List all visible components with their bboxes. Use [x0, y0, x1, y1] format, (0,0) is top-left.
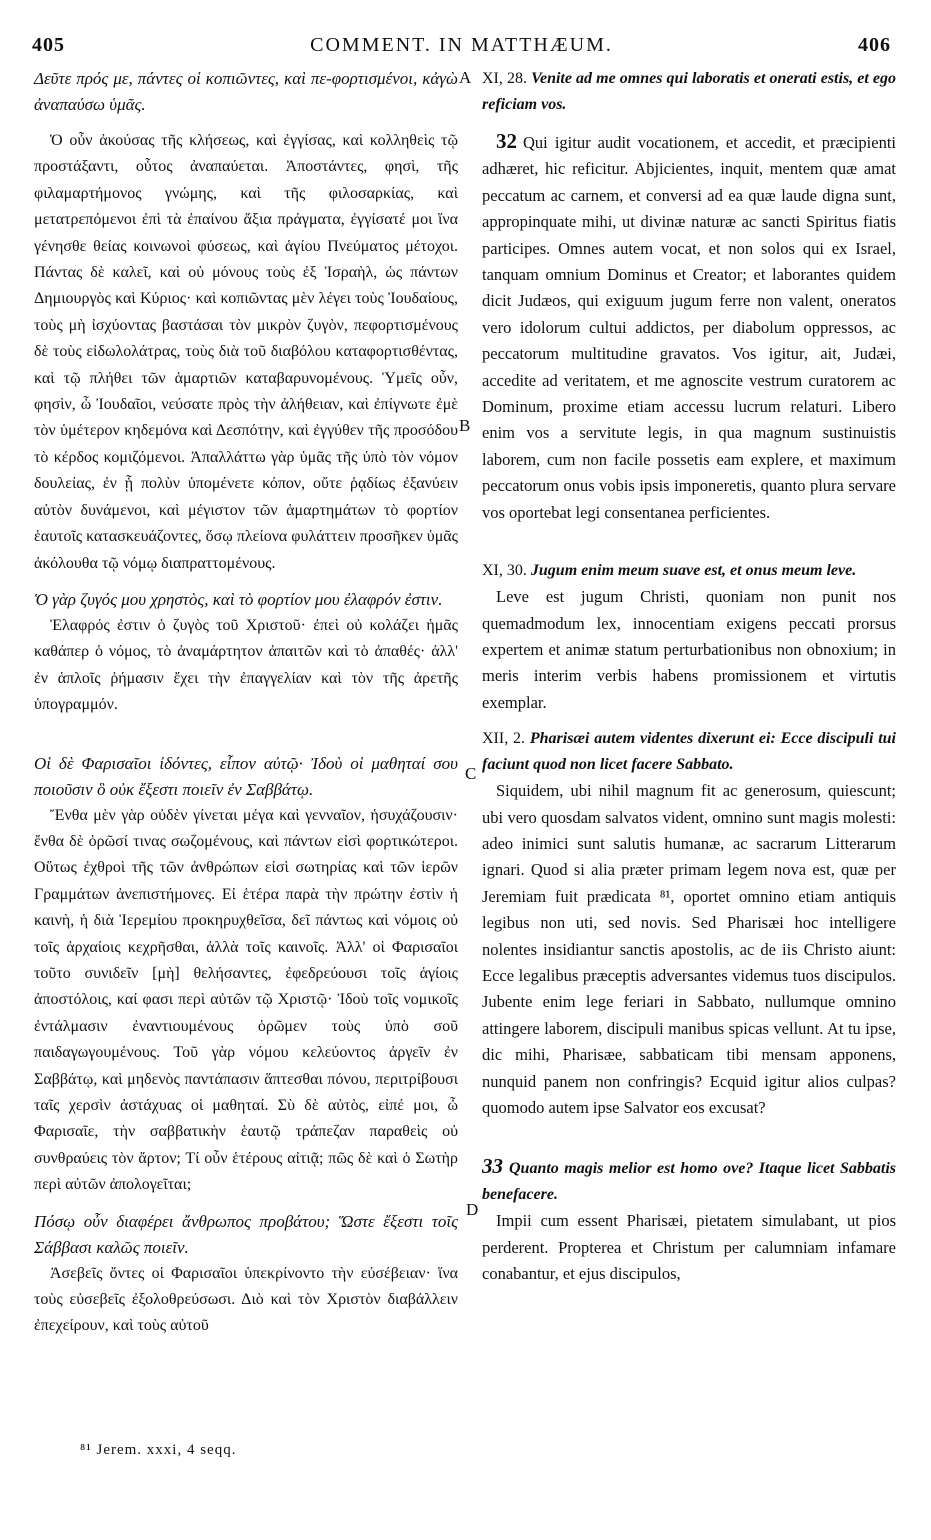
latin-lemma-text: Venite ad me omnes qui laboratis et onerati estis, et ego reficiam vos. [482, 70, 897, 113]
running-head: COMMENT. IN MATTHÆUM. [310, 34, 613, 56]
greek-lemma: Ὁ γὰρ ζυγός μου χρηστὸς, καὶ τὸ φορτίον μου ἐλαφρόν ἐστιν. [34, 589, 443, 609]
latin-paragraph-text: Qui igitur audit vocationem, et accedit, et præcipienti adhæret, hic reficitur. Abjicientes, inquit, mentem quæ amat peccatum ac carnem, et conversi ad ea quæ laude digna sunt, appropinquate mihi, ut divinæ naturæ ac sancti Spiritus fiatis participes. Omnes autem vocat, et non solos qui ex Israel, tanquam omnium Dominus et Creator; et laborantes quidem dicit Judæos, qui exiguum jugum ferre non valent, oneratos vero idolorum cultui addictos, per diabolum oppressos, ac peccatorum multitudine gravatos. Vos igitur, ait, Judæi, accedite ad veritatem, et me agnoscite vestrum curatorem ac Dominum, proxime etiam accessu lucrum relaturi. Libero enim vos a servitute legis, in qua magnum sustinuistis laborem, cum non facile possetis eam explere, et maximum peccatorum onus vobis ipsis imponeretis, quanto plura servare vos oportebat legi consentanea perficientes. [482, 133, 896, 522]
latin-paragraph: Siquidem, ubi nihil magnum fit ac generosum, quiescunt; ubi vero quosdam salvatos vident, omnino sunt magis molesti: adeo inimici sunt salutis humanæ, ac sacrarum Litterarum ignari. Quod si alia præter primam legem nova est, quæ per Jeremiam fuit prædicata ⁸¹, oportet omnino etiam antiquis legibus non uti, sed novis. Sed Pharisæi hoc intelligere nolentes insidiantur sanctis apostolis, ac de iis Christo aiunt: Ecce legalibus præceptis adversantes videmus tuos discipulos. Jubente enim lege feriari in Sabbato, nullumque omnino attingere laborem, discipuli manibus spicas vellunt. At tu ipse, dic mihi, Pharisæe, sabbaticam tibi mensam apponens, nunquid panem non confringis? Ecquid igitur alios culpas? quomodo autem ipse Salvator eos excusat? [482, 781, 896, 1117]
latin-lemma [482, 66, 896, 118]
latin-lemma-text: Pharisæi autem videntes dixerunt ei: Ecce discipuli tui faciunt quod non licet facere Sabbato. [482, 730, 897, 774]
greek-paragraph: Ὁ οὖν ἀκούσας τῆς κλήσεως, καὶ ἐγγίσας, καὶ κολληθεὶς τῷ προστάξαντι, οὗτος ἀναπαύεται. Ἀποστάντες, φησὶ, τῆς φιλαμαρτήμονος γνώμης, καὶ τῆς φιλοσαρκίας, καὶ μετατρεπόμενοι ἐπὶ τὰ ἐπαίνου ἄξια πράγματα, ἐγγίσατέ μοι ἵνα γένησθε θείας κοινωνοὶ φύσεως, καὶ ἁγίου Πνεύματος μέτοχοι. Πάντας δὲ καλεῖ, καὶ οὐ μόνους τοὺς ἐξ Ἰσραὴλ, ὡς πάντων Δημιουργὸς καὶ Κύριος· καὶ κοπιῶντας μὲν λέγει τοὺς Ἰουδαίους, τοὺς μὴ ἰσχύοντας βαστάσαι τὸν μικρὸν ζυγὸν, πεφορτισμένους δὲ τοὺς εἰδωλολάτρας, τοὺς διὰ τοῦ διαβόλου καταφορτισθέντας, καὶ τῷ πλήθει τῶν ἁμαρτιῶν καταβαρυνομένους. Ὑμεῖς οὖν, φησὶν, ὦ Ἰουδαῖοι, νεύσατε πρὸς τὴν ἀλήθειαν, καὶ ἐπίγνωτε ἐμὲ τὸν ὑμέτερον κηδεμόνα καὶ Δεσπότην, καὶ ἐγγύθεν τῆς προσόδου τὸ κέρδος κομιζόμενοι. Ἀπαλλάττω γὰρ ὑμᾶς τῆς ὑπὸ τὸν νόμον δουλείας, ἐν ᾗ πολὺν ὑπομένετε κόπον, οὔτε ῥᾳδίως ἐξανύειν αὐτὸν δυνάμενοι, καὶ μέγιστον τῶν ἁμαρτημάτων τὸ φορτίον ἑαυτοῖς κατασκευάζοντες, ὅσῳ πλείονα φυλάττειν προσῆκεν ὑμᾶς ἀκόλουθα τῷ νόμῳ διαπραττομένους. [34, 132, 459, 572]
latin-lemma [482, 558, 896, 584]
greek-lemma: Οἱ δὲ Φαρισαῖοι ἰδόντες, εἶπον αὐτῷ· Ἰδοὺ οἱ μαθηταί σου ποιοῦσιν ὃ οὐκ ἔξεστι ποιεῖν ἐν Σαββάτῳ. [34, 753, 458, 799]
latin-lemma [482, 1153, 896, 1208]
greek-column [34, 66, 458, 1340]
greek-lemma: Πόσῳ οὖν διαφέρει ἄνθρωπος προβάτου; Ὥστε ἔξεστι τοῖς Σάββασι καλῶς ποιεῖν. [34, 1211, 458, 1257]
page-number-left: 405 [32, 34, 65, 56]
latin-lemma-text: Quanto magis melior est homo ove? Itaque licet Sabbatis benefacere. [482, 1160, 896, 1204]
greek-paragraph: Ἔνθα μὲν γὰρ οὐδὲν γίνεται μέγα καὶ γενναῖον, ἡσυχάζουσιν· ἔνθα δὲ ὁρῶσί τινας σωζομένους, καὶ πάντων εἰσὶ φορτικώτεροι. Οὕτως ἐχθροὶ τῆς τῶν ἀνθρώπων εἰσὶ σωτηρίας καὶ τῶν ἱερῶν Γραμμάτων ἀνεπιστήμονες. Εἰ ἑτέρα παρὰ τὴν πρώτην ἐστὶν ἡ καινὴ, ἡ διὰ Ἱερεμίου προκηρυχθεῖσα, δεῖ πάντως καὶ νόμοις οὐ τοῖς ἀρχαίοις κεχρῆσθαι, ἀλλὰ τοῖς καινοῖς. Ἀλλ' οἱ Φαρισαῖοι τοῦτο συνιδεῖν [μὴ] θελήσαντες, ἐφεδρεύουσι τοῖς ἁγίοις ἀποστόλοις, καί φασι περὶ αὐτῶν τῷ Χριστῷ· Ἰδοὺ τοῖς νομικοῖς ἐντάλμασιν ἐναντιουμένους ὁρῶμεν τοὺς ὑπὸ σοῦ παιδαγωγουμένους. Τοῦ γὰρ νόμου κελεύοντος ἀργεῖν ἐν Σαββάτῳ, καὶ μηδενὸς παντάπασιν ἅπτεσθαι πόνου, περιτρίβουσι ταῖς χερσὶν ἀστάχυας οἱ μαθηταί. Σὺ δὲ αὐτὸς, εἰπέ μοι, ὦ Φαρισαῖε, τὴν σαββατικὴν ἑαυτῷ τράπεζαν παραθεὶς οὐ συνθραύεις τὸν ἄρτον; Τί οὖν ἑτέρους αἰτιᾷ; πῶς δὲ καὶ ὁ Σωτὴρ περὶ αὐτῶν ἀπολογεῖται; [34, 806, 458, 1194]
verse-reference: XII, 2. [482, 730, 526, 748]
page-number-right: 406 [858, 34, 891, 56]
section-number: 33 [482, 1154, 503, 1179]
greek-paragraph: Ἐλαφρός ἐστιν ὁ ζυγὸς τοῦ Χριστοῦ· ἐπεὶ οὐ κολάζει ἡμᾶς καθάπερ ὁ νόμος, τὸ ἀναμάρτητον ἀπαιτῶν καὶ τὸ ἀπαθές· ἀλλ' ἐν ἁπλοῖς ῥήμασιν ἔχει τὴν ἐπαγγελίαν καὶ τὸν τῆς ἀρετῆς ὑπογραμμόν. [34, 616, 458, 714]
section-number: 32 [496, 129, 517, 153]
margin-letter-c: C [465, 764, 477, 783]
margin-letter-d: D [466, 1200, 479, 1219]
margin-letter-b: B [459, 416, 471, 435]
latin-paragraph [482, 128, 896, 526]
margin-letter-a: A [459, 68, 472, 87]
verse-reference: XI, 30. [482, 562, 527, 580]
page-header [32, 34, 891, 62]
greek-paragraph: Ἀσεβεῖς ὄντες οἱ Φαρισαῖοι ὑπεκρίνοντο τὴν εὐσέβειαν· ἵνα τοὺς εὐσεβεῖς ἐξολοθρεύσωσι. Διὸ καὶ τὸν Χριστὸν διαβάλλειν ἐπεχείρουν, καὶ τοὺς αὐτοῦ [34, 1264, 458, 1335]
footnote: ⁸¹ Jerem. xxxi, 4 seqq. [80, 1442, 237, 1458]
latin-paragraph: Leve est jugum Christi, quoniam non punit nos quemadmodum lex, innocentiam exigens peccati prorsus expertem et animæ statum perturbationibus non obnoxium; in meris interim verbis habens promissionem et virtutis exemplar. [482, 587, 896, 712]
greek-lemma: Δεῦτε πρός με, πάντες οἱ κοπιῶντες, καὶ πε-φορτισμένοι, κἀγὼ ἀναπαύσω ὑμᾶς. [34, 69, 458, 114]
latin-paragraph: Impii cum essent Pharisæi, pietatem simulabant, ut pios perderent. Propterea et Christum per calumniam infamare conabantur, et ejus discipulos, [482, 1211, 896, 1284]
verse-reference: XI, 28. [482, 70, 527, 87]
latin-lemma-text: Jugum enim meum suave est, et onus meum leve. [530, 562, 857, 580]
latin-lemma [482, 726, 896, 778]
latin-column [482, 66, 896, 1288]
